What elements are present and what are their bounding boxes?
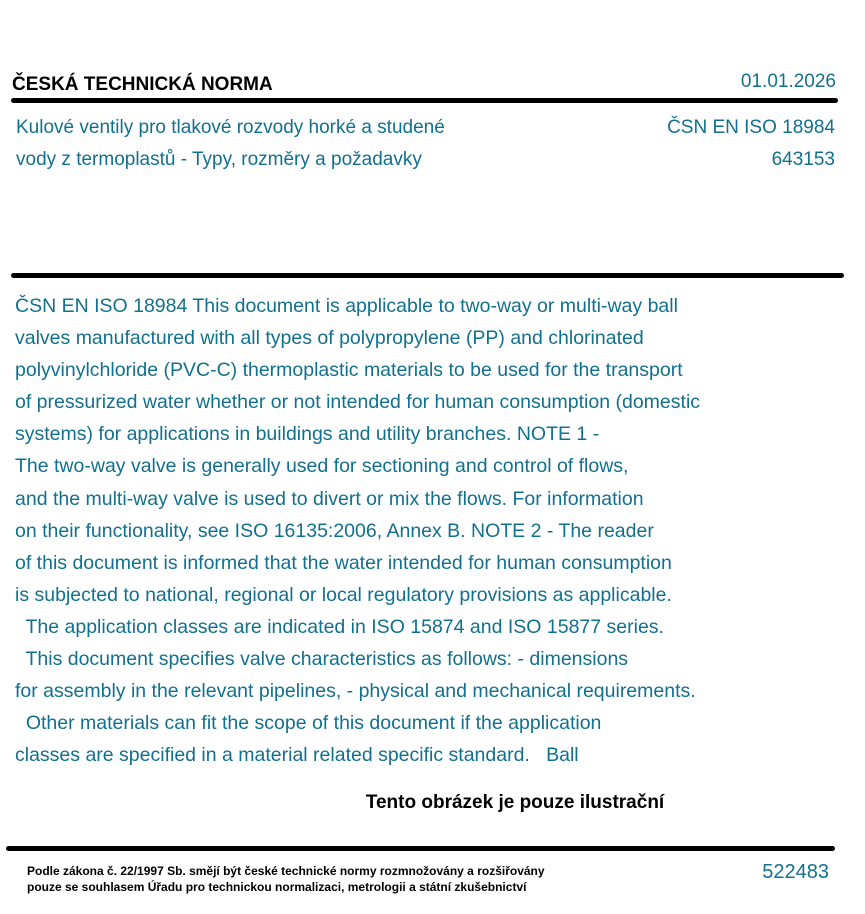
- abstract-line: classes are specified in a material related specific standard. Ball: [15, 744, 579, 767]
- abstract-line: of this document is informed that the water intended for human consumption: [15, 551, 672, 574]
- abstract-line: The application classes are indicated in ISO 15874 and ISO 15877 series.: [15, 615, 664, 638]
- illustration-caption: Tento obrázek je pouze ilustrační: [365, 792, 665, 813]
- abstract-line: polyvinylchloride (PVC-C) thermoplastic materials to be used for the transport: [15, 359, 683, 382]
- document-type-heading: ČESKÁ TECHNICKÁ NORMA: [12, 74, 273, 95]
- abstract-line: valves manufactured with all types of polypropylene (PP) and chlorinated: [15, 327, 644, 350]
- title-divider: [11, 273, 844, 278]
- abstract-line: systems) for applications in buildings and utility branches. NOTE 1 -: [15, 423, 600, 446]
- classification-code: 643153: [771, 149, 835, 170]
- abstract-line: and the multi-way valve is used to divert or mix the flows. For information: [15, 487, 644, 510]
- abstract-line: Other materials can fit the scope of this document if the application: [15, 712, 602, 735]
- abstract-line: of pressurized water whether or not intended for human consumption (domestic: [15, 391, 701, 414]
- legal-notice-line: pouze se souhlasem Úřadu pro technickou normalizaci, metrologii a státní zkušebnictví: [27, 880, 527, 894]
- header-divider: [11, 98, 838, 103]
- standard-code: ČSN EN ISO 18984: [667, 117, 835, 138]
- abstract-line: is subjected to national, regional or local regulatory provisions as applicable.: [15, 583, 672, 606]
- abstract-line: for assembly in the relevant pipelines, - physical and mechanical requirements.: [15, 680, 696, 703]
- standard-title-line-1: Kulové ventily pro tlakové rozvody horké a studené: [16, 117, 445, 138]
- footer-divider: [6, 846, 835, 851]
- abstract-text: [15, 290, 855, 771]
- standard-title-line-2: vody z termoplastů - Typy, rozměry a požadavky: [16, 149, 422, 170]
- abstract-line: on their functionality, see ISO 16135:2006, Annex B. NOTE 2 - The reader: [15, 519, 654, 542]
- abstract-line: This document specifies valve characteristics as follows: - dimensions: [15, 648, 629, 671]
- effective-date: 01.01.2026: [740, 71, 836, 92]
- abstract-line: The two-way valve is generally used for sectioning and control of flows,: [15, 455, 629, 478]
- abstract-line: ČSN EN ISO 18984 This document is applicable to two-way or multi-way ball: [15, 295, 678, 317]
- legal-notice: [27, 863, 545, 895]
- document-id: 522483: [762, 861, 829, 883]
- legal-notice-line: Podle zákona č. 22/1997 Sb. smějí být české technické normy rozmnožovány a rozšiřovány: [27, 864, 545, 878]
